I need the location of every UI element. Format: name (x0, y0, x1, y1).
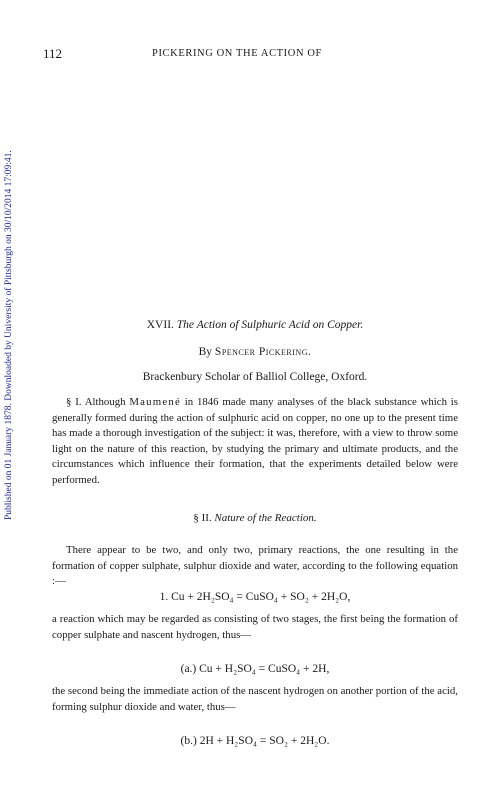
article-title (52, 319, 458, 331)
byline (52, 346, 458, 358)
page-number: 112 (43, 46, 63, 61)
section-1-marker: § I. Although (66, 396, 126, 408)
paragraph-3 (52, 612, 458, 643)
equation-a-label: (a.) (180, 663, 197, 675)
section-1-text: in 1846 made many analyses of the black substance which is generally formed during the action of sulphuric acid on copper, no one up to the present time has made a thorough investigation of the subject: it was, therefore, with a view to throw some light on the nature of this reaction, by studying the primary and ultimate products, and the circumstances which influence their formation, that the experiments detailed below were performed. (52, 396, 459, 486)
affiliation: Brackenbury Scholar of Balliol College, Oxford. (142, 371, 368, 383)
article-number: XVII. (146, 319, 174, 331)
running-head: PICKERING ON THE ACTION OF (152, 48, 322, 59)
equation-1: 1. Cu + 2H₂SO₄ = CuSO₄ + SO₂ + 2H₂O, (159, 591, 351, 603)
equation-b (52, 735, 458, 747)
section-2-title: Nature of the Reaction. (214, 512, 317, 524)
cited-author: Maumené (129, 396, 181, 408)
paragraph-2 (52, 543, 458, 590)
author-name: Spencer Pickering. (214, 346, 312, 358)
paragraph-4-text: the second being the immediate action of the nascent hydrogen on another portion of the acid, forming sulphur dioxide and water, thus— (52, 685, 458, 713)
section-2-marker: § II. (193, 512, 212, 524)
byline-by: By (198, 346, 213, 358)
paragraph-3-text: a reaction which may be regarded as consisting of two stages, the first being the formation of copper sulphate and nascent hydrogen, thus— (52, 613, 458, 641)
equation-b-body: 2H + H₂SO₄ = SO₂ + 2H₂O. (199, 735, 330, 747)
equation-a (52, 663, 458, 675)
article-title-text: The Action of Sulphuric Acid on Copper. (176, 319, 364, 331)
equation-b-label: (b.) (180, 735, 197, 747)
section-1-paragraph (52, 395, 458, 489)
equation-a-body: Cu + H₂SO₄ = CuSO₄ + 2H, (199, 663, 330, 675)
paragraph-4 (52, 684, 458, 715)
section-2-heading (52, 512, 458, 524)
paragraph-2-text: There appear to be two, and only two, primary reactions, the one resulting in the formation of copper sulphate, sulphur dioxide and water, according to the following equation :— (52, 544, 458, 588)
download-watermark: Published on 01 January 1878. Downloaded by University of Pittsburgh on 30/10/2014 17:09:41. (4, 150, 14, 520)
